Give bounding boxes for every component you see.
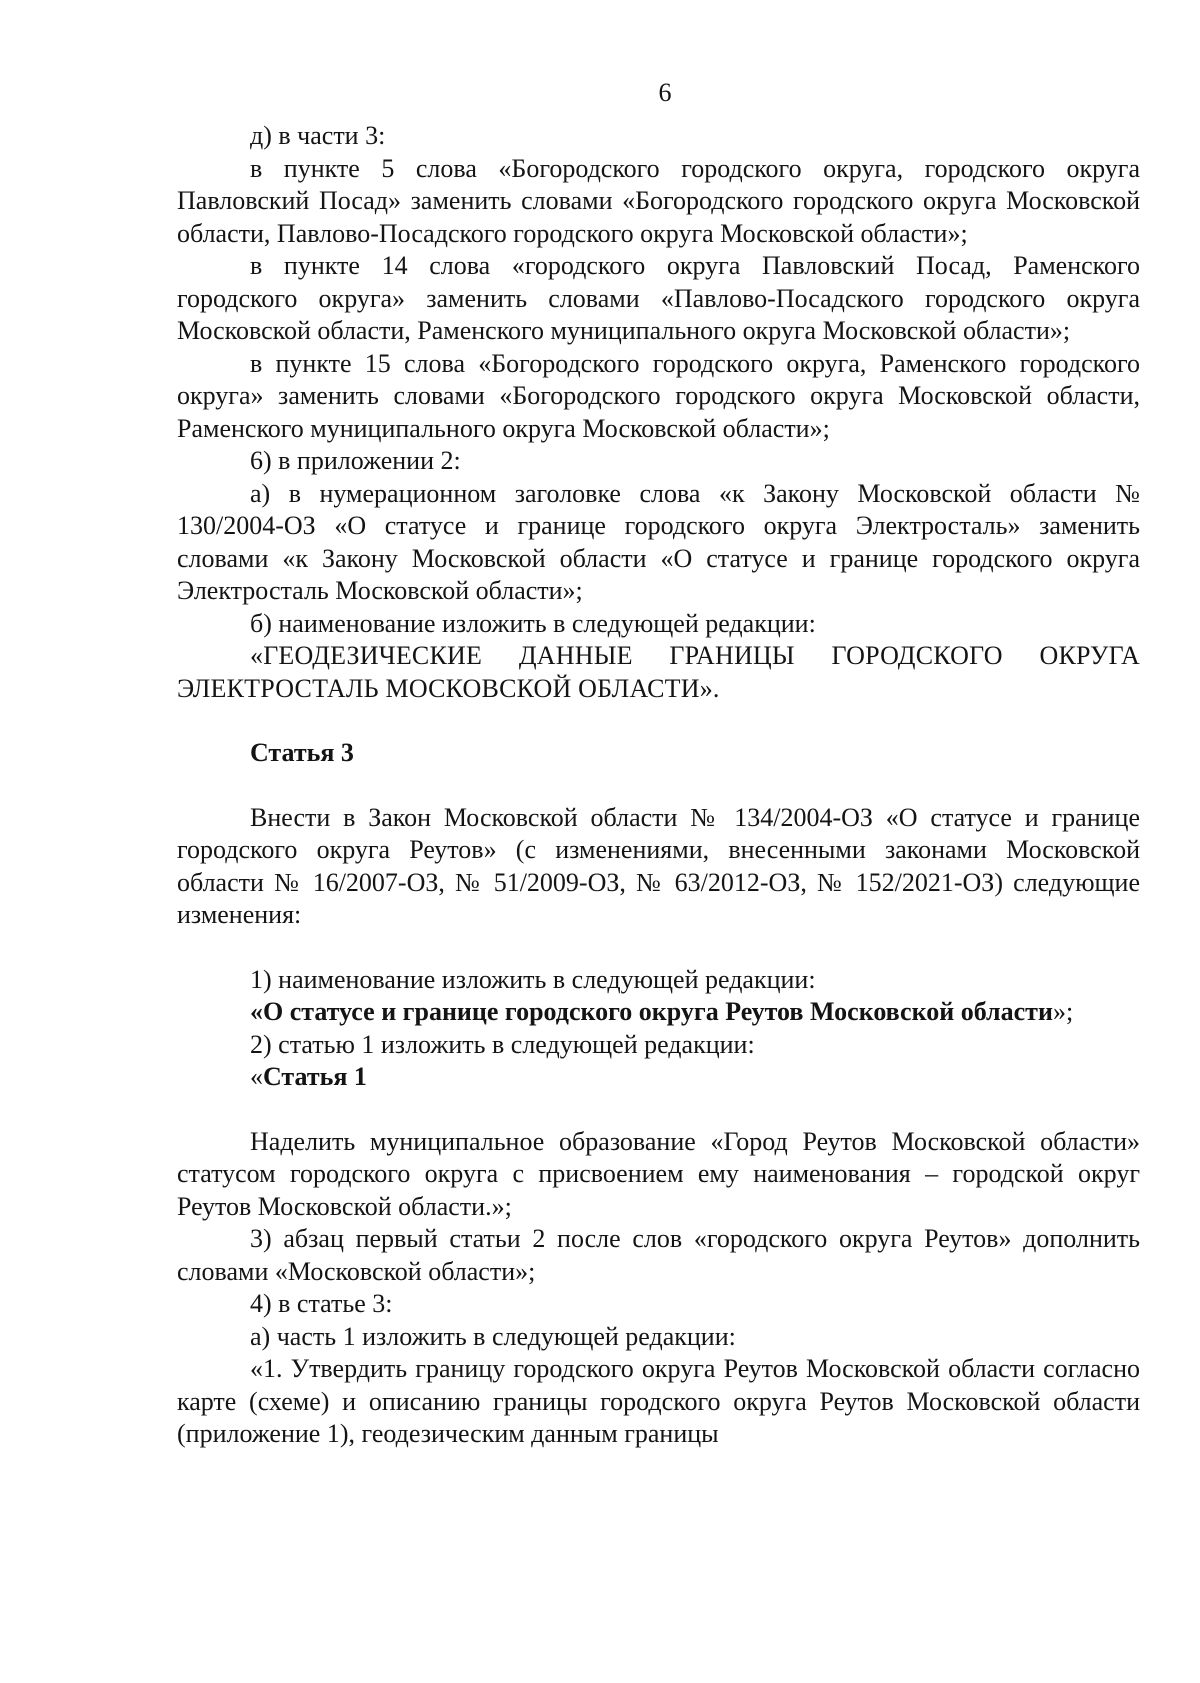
paragraph: в пункте 15 слова «Богородского городского округа, Раменского городского округа» заменить словами «Богородского городского округа Московской области, Раменского муниципального округа Московской области»;	[177, 348, 1140, 443]
paragraph: 6) в приложении 2:	[250, 446, 461, 475]
article-heading: Статья 3	[250, 738, 354, 767]
page-number: 6	[658, 78, 672, 107]
paragraph: 3) абзац первый статьи 2 после слов «городского округа Реутов» дополнить словами «Московской области»;	[177, 1224, 1140, 1286]
paragraph-article-title	[177, 1061, 1140, 1094]
paragraph: в пункте 14 слова «городского округа Павловский Посад, Раменского городского округа» заменить словами «Павлово-Посадского городского округа Московской области, Раменского муниципального округа Московской области»;	[177, 251, 1140, 345]
article-1-heading: Статья 1	[263, 1062, 367, 1091]
paragraph: б) наименование изложить в следующей редакции:	[250, 608, 816, 638]
paragraph: в пункте 5 слова «Богородского городского округа, городского округа Павловский Посад» заменить словами «Богородского городского округа Московской области, Павлово-Посадского городского округа Московской области»;	[177, 153, 1140, 248]
paragraph: а) в нумерационном заголовке слова «к Закону Московской области № 130/2004-ОЗ «О статусе и границе городского округа Электросталь» заменить словами «к Закону Московской области «О статусе и границе городского округа Электросталь Московской области»;	[177, 478, 1140, 605]
paragraph-bold-title	[177, 996, 1140, 1029]
paragraph: Внести в Закон Московской области № 134/2004-ОЗ «О статусе и границе городского округа Реутов» (с изменениями, внесенными законами Московской области № 16/2007-ОЗ, № 51/2009-ОЗ, № 63/2012-ОЗ, № 152/2021-ОЗ) следующие изменения:	[177, 802, 1140, 929]
paragraph: 4) в статье 3:	[250, 1289, 393, 1318]
bold-title-text: «О статусе и границе городского округа Реутов Московской области	[250, 997, 1053, 1026]
paragraph: 1) наименование изложить в следующей редакции:	[250, 964, 816, 994]
paragraph: а) часть 1 изложить в следующей редакции:	[250, 1321, 736, 1351]
paragraph: д) в части 3:	[250, 121, 386, 150]
title-closing-quote: »;	[1052, 997, 1074, 1026]
paragraph: «1. Утвердить границу городского округа Реутов Московской области согласно карте (схеме) и описанию границы городского округа Реутов Московской области (приложение 1), геодезическим данным границы	[177, 1354, 1140, 1448]
paragraph: 2) статью 1 изложить в следующей редакции:	[250, 1029, 755, 1059]
paragraph: Наделить муниципальное образование «Город Реутов Московской области» статусом городского округа с присвоением ему наименования – городской округ Реутов Московской области.»;	[177, 1126, 1140, 1221]
opening-quote: «	[250, 1062, 263, 1091]
document-body	[177, 120, 1140, 1451]
paragraph-caps-title: «ГЕОДЕЗИЧЕСКИЕ ДАННЫЕ ГРАНИЦЫ ГОРОДСКОГО ОКРУГА ЭЛЕКТРОСТАЛЬ МОСКОВСКОЙ ОБЛАСТИ».	[177, 641, 1140, 703]
